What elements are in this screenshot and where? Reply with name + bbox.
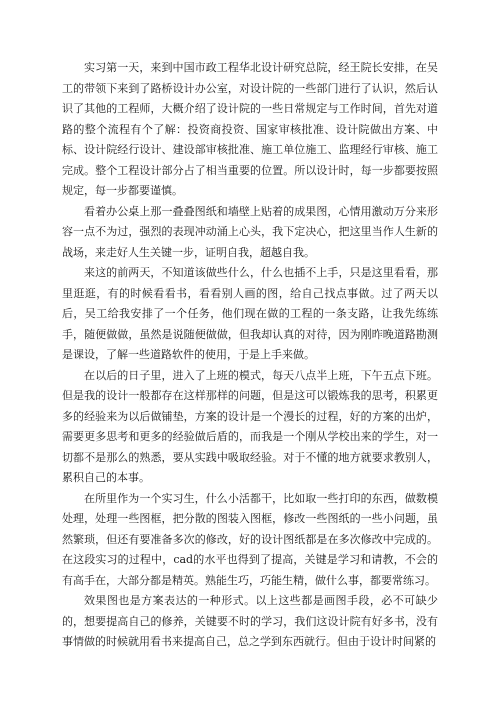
paragraph: 看着办公桌上那一叠叠图纸和墙壁上贴着的成果图，心情用激动万分来形容一点不为过，强烈的表现冲动涌上心头，我下定决心，把这里当作人生新的战场，来走好人生关键一步，证明自我，超越自我。: [62, 204, 438, 259]
paragraph: 在所里作为一个实习生，什么小活都干，比如取一些打印的东西，做数模处理，处理一些图框，把分散的图装入图框，修改一些图纸的一些小问题，虽然繁琐，但还有要准备多次的修改，好的设计图纸都是在多次修改中完成的。在这段实习的过程中，cad的水平也得到了提高，关键是学习和请教，不会的有高手在，大部分都是精英。熟能生巧，巧能生精，做什么事，都要常练习。: [62, 491, 438, 587]
paragraph: 来这的前两天，不知道该做些什么，什么也插不上手，只是这里看看，那里逛逛，有的时候看看书，看看别人画的图，给自己找点事做。过了两天以后，吴工给我安排了一个任务，他们现在做的工程的一条支路，让我先练练手，随便做做，虽然是说随便做做，但我却认真的对待，因为刚昨晚道路勘测是课设，了解一些道路软件的使用，于是上手来做。: [62, 266, 438, 361]
document-body: [62, 58, 438, 653]
paragraph: 实习第一天，来到中国市政工程华北设计研究总院，经王院长安排，在吴工的带领下来到了路桥设计办公室，对设计院的一些部门进行了认识，然后认识了其他的工程师，大概介绍了设计院的一些日常规定与工作时间，首先对道路的整个流程有个了解：投资商投资、国家审核批准、设计院做出方案、中标、设计院经行设计、建设部审核批准、施工单位施工、监理经行审核、施工完成。整个工程设计部分占了相当重要的位置。所以设计时，每一步都要按照规定，每一步都要谨慎。: [62, 61, 438, 197]
paragraph: 效果图也是方案表达的一种形式。以上这些都是画图手段，必不可缺少的，想要提高自己的修养，关键要不时的学习，我们这设计院有好多书，没有事情做的时候就用看书来提高自己，总之学到东西就行。但由于设计时间紧的: [62, 594, 438, 648]
paragraph: 在以后的日子里，进入了上班的模式，每天八点半上班，下午五点下班。但是我的设计一般都存在这样那样的问题，但是这可以锻炼我的思考，积累更多的经验来为以后做铺垫，方案的设计是一个漫长的过程，好的方案的出炉，需要更多思考和更多的经验做后盾的，而我是一个刚从学校出来的学生，对一切都不是那么的熟悉，要从实践中吸取经验。对于不懂的地方就要求教别人，累积自己的本事。: [62, 368, 438, 484]
